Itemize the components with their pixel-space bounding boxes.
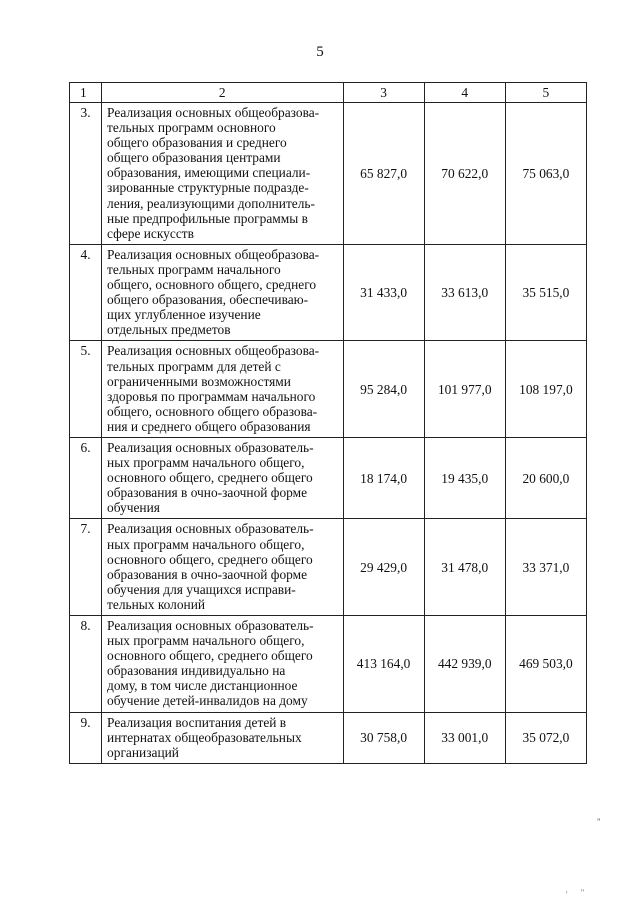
description-line: дому, в том числе дистанционное — [107, 678, 298, 694]
description-line: образования в очно-заочной форме — [107, 485, 308, 501]
description-line: отдельных предметов — [107, 322, 231, 338]
description-line: ных программ начального общего, — [107, 536, 305, 552]
description-line: обучения — [107, 500, 160, 516]
description-line: ных программ начального общего, — [107, 633, 305, 649]
description-line: образования, имеющими специали- — [107, 165, 311, 181]
description-line: Реализация основных общеобразова- — [107, 246, 320, 262]
description-line: ления, реализующими дополнитель- — [107, 195, 315, 211]
row-number: 4. — [70, 244, 102, 341]
description-line: Реализация основных образователь- — [107, 521, 314, 537]
description-line: общего, основного общего образова- — [107, 403, 318, 419]
table-row — [70, 519, 587, 616]
description-line: общего, основного общего, среднего — [107, 277, 317, 293]
value-col-3: 30 758,0 — [343, 712, 424, 763]
row-description — [102, 616, 343, 713]
description-line: Реализация основных образователь- — [107, 618, 314, 633]
table-row — [70, 103, 587, 245]
description-line: Реализация основных общеобразова- — [107, 343, 320, 359]
description-line: ные предпрофильные программы в — [107, 210, 308, 226]
value-col-4: 31 478,0 — [424, 519, 505, 616]
value-col-4: 101 977,0 — [424, 341, 505, 438]
description-line: здоровья по программам начального — [107, 388, 316, 404]
table-row — [70, 437, 587, 518]
row-number: 7. — [70, 519, 102, 616]
description-line: Реализация основных образователь- — [107, 439, 314, 455]
value-col-3: 95 284,0 — [343, 341, 424, 438]
row-number: 3. — [70, 103, 102, 245]
description-line: щих углубленное изучение — [107, 307, 261, 323]
value-col-3: 18 174,0 — [343, 437, 424, 518]
description-line: основного общего, среднего общего — [107, 551, 313, 567]
description-line: ограниченными возможностями — [107, 373, 291, 389]
description-line: сфере искусств — [107, 225, 194, 241]
footer-mark: '' — [581, 888, 584, 897]
description-line: ния и среднего общего образования — [107, 418, 311, 434]
value-col-4: 70 622,0 — [424, 103, 505, 245]
value-col-5: 20 600,0 — [505, 437, 586, 518]
row-number: 9. — [70, 712, 102, 763]
description-line: зированные структурные подразде- — [107, 180, 309, 196]
budget-table — [69, 82, 587, 764]
value-col-5: 108 197,0 — [505, 341, 586, 438]
row-description — [102, 244, 343, 341]
value-col-5: 35 072,0 — [505, 712, 586, 763]
description-line: тельных программ для детей с — [107, 358, 281, 374]
description-line: организаций — [107, 744, 179, 760]
table-row — [70, 616, 587, 713]
value-col-5: 33 371,0 — [505, 519, 586, 616]
description-line: основного общего, среднего общего — [107, 470, 313, 486]
description-line: обучения для учащихся исправи- — [107, 581, 296, 597]
value-col-5: 469 503,0 — [505, 616, 586, 713]
value-col-3: 29 429,0 — [343, 519, 424, 616]
row-description — [102, 437, 343, 518]
value-col-5: 75 063,0 — [505, 103, 586, 245]
description-line: обучение детей-инвалидов на дому — [107, 693, 308, 709]
value-col-4: 33 613,0 — [424, 244, 505, 341]
row-number: 6. — [70, 437, 102, 518]
description-line: общего образования и среднего — [107, 135, 287, 151]
table-row — [70, 341, 587, 438]
header-col-5: 5 — [505, 83, 586, 103]
description-line: основного общего, среднего общего — [107, 648, 313, 664]
value-col-3: 31 433,0 — [343, 244, 424, 341]
description-line: тельных программ основного — [107, 120, 276, 136]
value-col-4: 442 939,0 — [424, 616, 505, 713]
value-col-4: 33 001,0 — [424, 712, 505, 763]
description-line: образования индивидуально на — [107, 663, 286, 679]
row-description — [102, 103, 343, 245]
header-col-4: 4 — [424, 83, 505, 103]
description-line: общего образования центрами — [107, 150, 281, 166]
table-row — [70, 244, 587, 341]
description-line: образования в очно-заочной форме — [107, 566, 308, 582]
row-description — [102, 712, 343, 763]
description-line: тельных колоний — [107, 596, 206, 612]
description-line: Реализация воспитания детей в — [107, 714, 287, 730]
header-col-1: 1 — [70, 83, 102, 103]
row-description — [102, 519, 343, 616]
page-number: 5 — [316, 44, 324, 60]
row-number: 8. — [70, 616, 102, 713]
value-col-4: 19 435,0 — [424, 437, 505, 518]
closing-quote-mark: " — [597, 817, 601, 827]
header-col-3: 3 — [343, 83, 424, 103]
table-body — [70, 83, 587, 764]
value-col-3: 413 164,0 — [343, 616, 424, 713]
row-number: 5. — [70, 341, 102, 438]
description-line: интернатах общеобразовательных — [107, 729, 302, 745]
table-row — [70, 712, 587, 763]
description-line: ных программ начального общего, — [107, 455, 305, 471]
description-line: Реализация основных общеобразова- — [107, 105, 320, 120]
table-header-row — [70, 83, 587, 103]
row-description — [102, 341, 343, 438]
value-col-3: 65 827,0 — [343, 103, 424, 245]
header-col-2: 2 — [102, 83, 343, 103]
description-line: общего образования, обеспечиваю- — [107, 292, 309, 308]
value-col-5: 35 515,0 — [505, 244, 586, 341]
description-line: тельных программ начального — [107, 261, 281, 277]
footer-mark: ' — [566, 890, 568, 899]
